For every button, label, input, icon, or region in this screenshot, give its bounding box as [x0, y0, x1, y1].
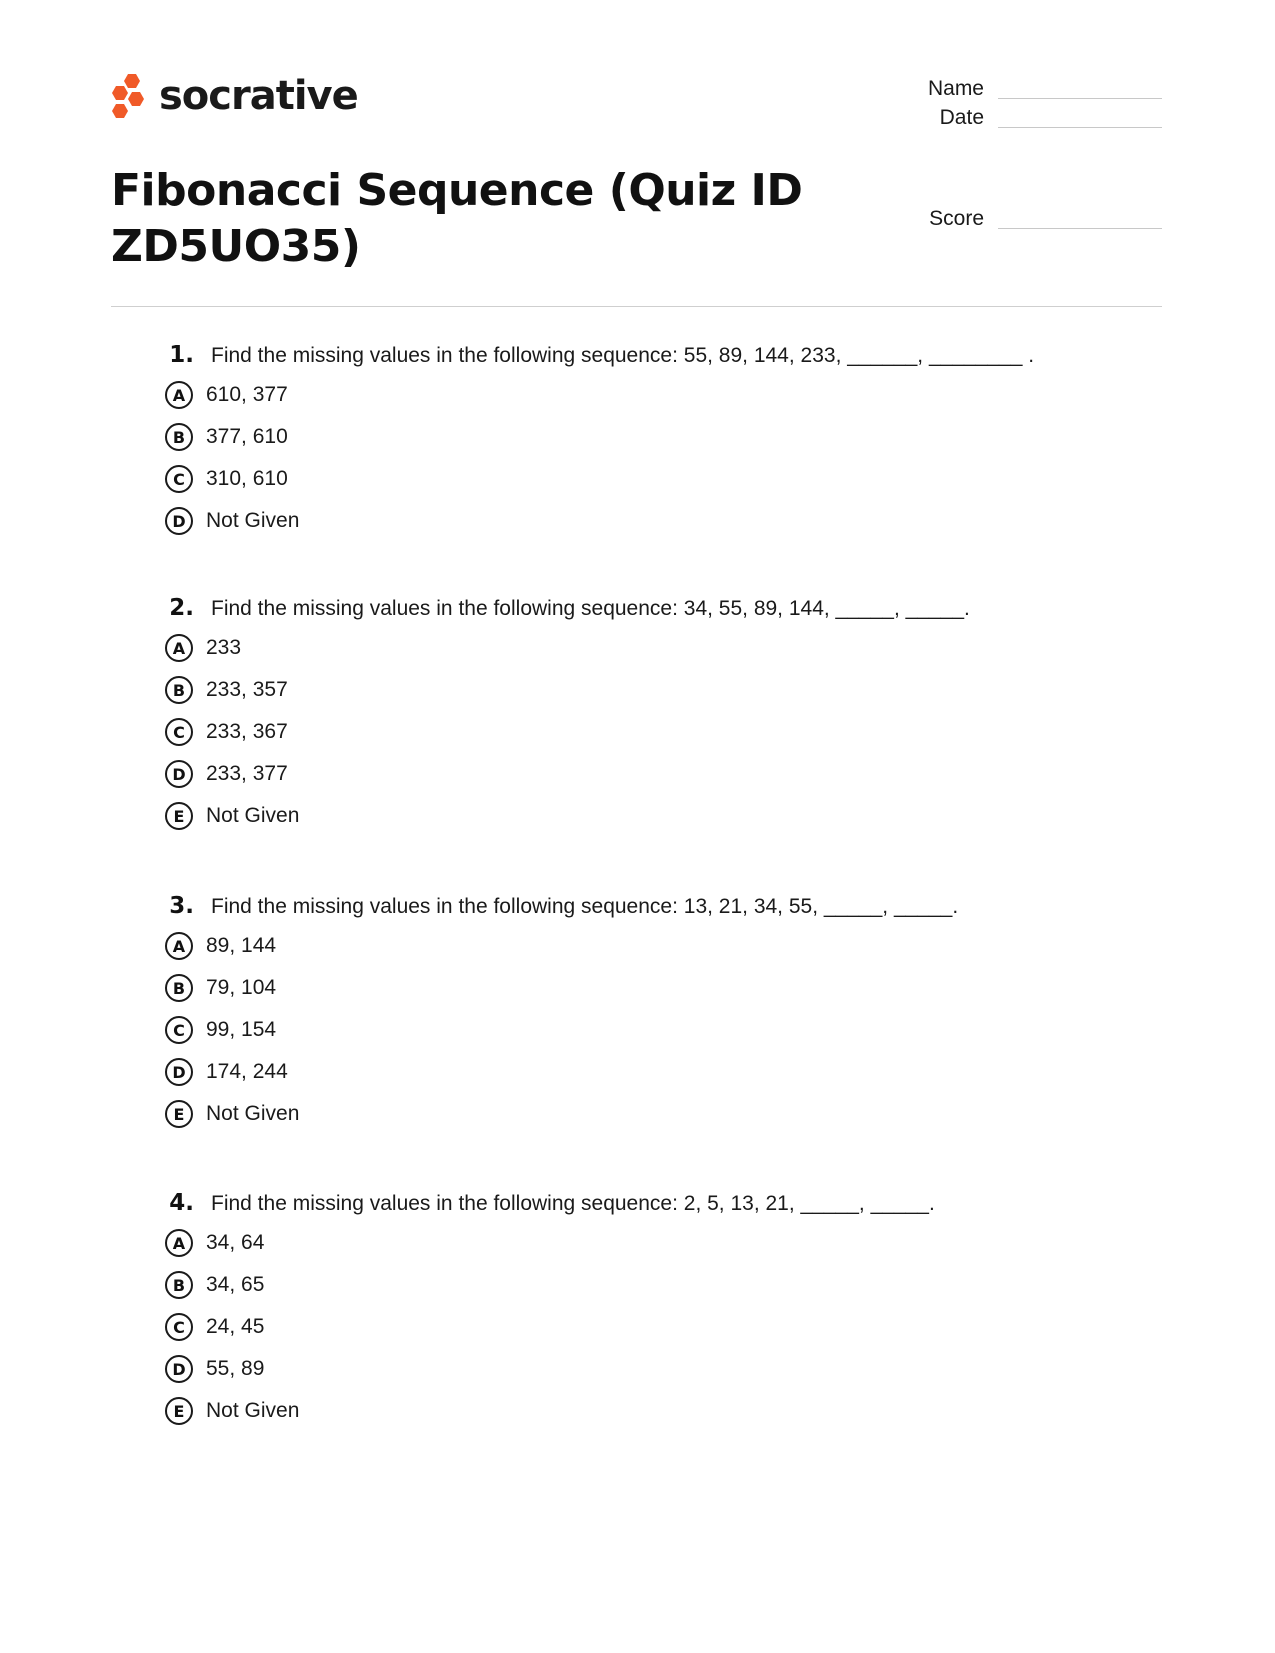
date-label: Date [939, 106, 984, 129]
question-number: 1. [169, 342, 194, 368]
answer-bubble[interactable]: C [165, 465, 193, 493]
choice-text: 55, 89 [206, 1357, 265, 1380]
choice-text: 233, 357 [206, 678, 288, 701]
choice-text: 233, 377 [206, 762, 288, 785]
date-line[interactable] [998, 126, 1162, 128]
question-4 [160, 1190, 1160, 1432]
choice-a[interactable] [160, 925, 1160, 967]
answer-bubble[interactable]: B [165, 1271, 193, 1299]
answer-bubble[interactable]: B [165, 676, 193, 704]
choice-e[interactable] [160, 1390, 1160, 1432]
choice-c[interactable] [160, 458, 1160, 500]
answer-bubble[interactable]: B [165, 974, 193, 1002]
question-text: Find the missing values in the following sequence: 55, 89, 144, 233, ______, ________ . [211, 344, 1035, 367]
answer-bubble[interactable]: B [165, 423, 193, 451]
answer-bubble[interactable]: A [165, 1229, 193, 1257]
answer-bubble[interactable]: E [165, 1397, 193, 1425]
answer-bubble[interactable]: E [165, 802, 193, 830]
choice-text: 89, 144 [206, 934, 277, 957]
choice-text: 34, 64 [206, 1231, 265, 1254]
answer-bubble[interactable]: A [165, 932, 193, 960]
name-line[interactable] [998, 97, 1162, 99]
answer-bubble[interactable]: D [165, 1058, 193, 1086]
question-number: 3. [169, 893, 194, 919]
choice-text: Not Given [206, 1102, 300, 1125]
brand-name: socrative [159, 73, 358, 119]
choice-d[interactable] [160, 500, 1160, 542]
score-field[interactable] [900, 208, 1162, 229]
choice-text: 377, 610 [206, 425, 288, 448]
choice-text: 174, 244 [206, 1060, 288, 1083]
question-number: 2. [169, 595, 194, 621]
choice-text: Not Given [206, 1399, 300, 1422]
choice-text: 24, 45 [206, 1315, 265, 1338]
choice-d[interactable] [160, 1348, 1160, 1390]
choice-text: Not Given [206, 509, 300, 532]
choice-c[interactable] [160, 1009, 1160, 1051]
score-line[interactable] [998, 227, 1162, 229]
answer-bubble[interactable]: C [165, 1016, 193, 1044]
name-label: Name [927, 77, 984, 100]
choice-a[interactable] [160, 1222, 1160, 1264]
answer-bubble[interactable]: A [165, 381, 193, 409]
question-3 [160, 893, 1160, 1135]
question-1 [160, 342, 1160, 542]
choice-text: Not Given [206, 804, 300, 827]
choice-e[interactable] [160, 1093, 1160, 1135]
choice-text: 233, 367 [206, 720, 288, 743]
date-field[interactable] [900, 107, 1162, 128]
choice-d[interactable] [160, 753, 1160, 795]
answer-bubble[interactable]: D [165, 1355, 193, 1383]
header-divider [111, 306, 1162, 307]
answer-bubble[interactable]: A [165, 634, 193, 662]
choice-text: 310, 610 [206, 467, 288, 490]
choice-text: 610, 377 [206, 383, 288, 406]
choice-text: 79, 104 [206, 976, 277, 999]
answer-bubble[interactable]: C [165, 1313, 193, 1341]
question-2 [160, 595, 1160, 837]
question-text: Find the missing values in the following sequence: 2, 5, 13, 21, _____, _____. [211, 1192, 935, 1215]
socrative-logo [111, 72, 358, 120]
answer-bubble[interactable]: C [165, 718, 193, 746]
quiz-title: Fibonacci Sequence (Quiz ID ZD5UO35) [111, 165, 803, 272]
choice-a[interactable] [160, 374, 1160, 416]
choice-e[interactable] [160, 795, 1160, 837]
question-text: Find the missing values in the following sequence: 13, 21, 34, 55, _____, _____. [211, 895, 959, 918]
choice-c[interactable] [160, 711, 1160, 753]
choice-text: 34, 65 [206, 1273, 265, 1296]
choice-a[interactable] [160, 627, 1160, 669]
question-number: 4. [169, 1190, 194, 1216]
choice-d[interactable] [160, 1051, 1160, 1093]
choice-c[interactable] [160, 1306, 1160, 1348]
choice-b[interactable] [160, 416, 1160, 458]
choice-text: 233 [206, 636, 242, 659]
name-field[interactable] [900, 78, 1162, 99]
choice-text: 99, 154 [206, 1018, 277, 1041]
answer-bubble[interactable]: D [165, 507, 193, 535]
choice-b[interactable] [160, 1264, 1160, 1306]
hexagon-cluster-icon [111, 72, 147, 120]
score-label: Score [929, 207, 984, 230]
answer-bubble[interactable]: E [165, 1100, 193, 1128]
answer-bubble[interactable]: D [165, 760, 193, 788]
question-text: Find the missing values in the following sequence: 34, 55, 89, 144, _____, _____. [211, 597, 970, 620]
choice-b[interactable] [160, 967, 1160, 1009]
choice-b[interactable] [160, 669, 1160, 711]
